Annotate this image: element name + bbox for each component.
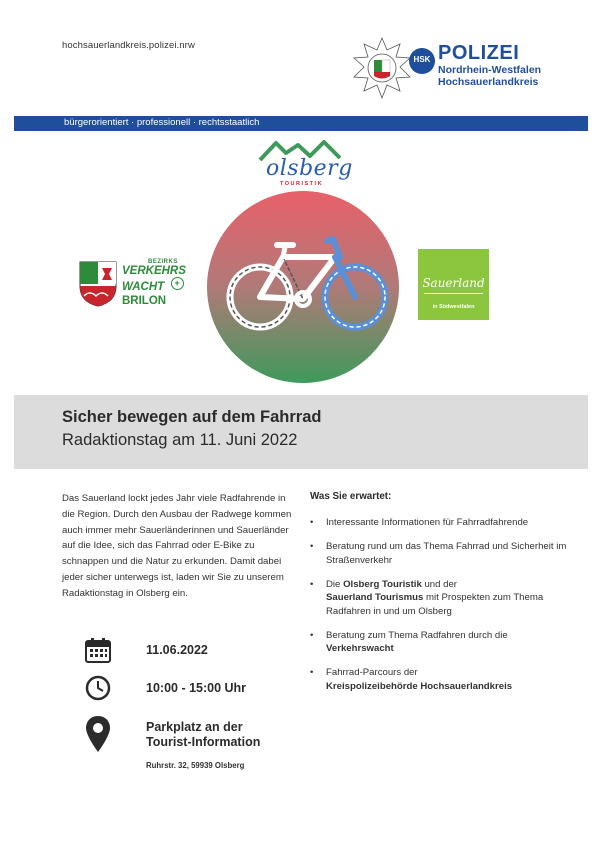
tagline-bar [14,116,588,131]
event-place-line1: Parkplatz an der [146,720,243,734]
calendar-icon [84,636,112,664]
sauerland-sub: in Südwestfalen [432,304,475,310]
bullet: • [310,541,314,552]
website-url: hochsauerlandkreis.polizei.nrw [62,40,195,51]
list-item-text: Fahrrad-Parcours der [326,667,418,678]
expectations-title: Was Sie erwartet: [310,491,392,502]
list-item-text: Beratung rund um das Thema Fahrrad und Sicherheit im Straßenverkehr [326,541,567,566]
hsk-badge-label: HSK [413,55,431,64]
list-item-bold: Sauerland Tourismus [326,592,424,603]
intro-paragraph: Das Sauerland lockt jedes Jahr viele Radfahrende in die Region. Durch den Ausbau der Radwege kommen auch immer mehr Sauerländerinnen und Sauerländer auf die Idee, sich das Fahrrad oder E-Bike zu schnappen und die Natur zu erkunden. Damit dabei jeder sicher unterwegs ist, laden wir Sie zu unserem Radaktionstag in Olsberg ein. [62,493,292,599]
sauerland-logo [418,249,489,320]
police-title: POLIZEI [438,42,520,64]
verkehrswacht-line3: WACHT [122,281,165,293]
olsberg-name: olsberg [266,156,353,181]
plus-circle-icon: + [171,277,184,290]
verkehrswacht-line1: BEZIRKS [148,259,178,265]
list-item [310,540,570,567]
police-star-emblem [350,36,414,100]
expectations-section [310,491,570,704]
expectations-list [310,516,570,693]
list-item-text: Interessante Informationen für Fahrradfahrende [326,517,529,528]
bullet: • [310,667,314,678]
verkehrswacht-line4: BRILON [122,295,167,307]
list-item-bold: Kreispolizeibehörde Hochsauerlandkreis [326,680,513,692]
event-address: Ruhrstr. 32, 59939 Olsberg [146,761,245,770]
police-state: Nordrhein-Westfalen [438,64,542,76]
sauerland-name: Sauerland [422,276,485,290]
verkehrswacht-logo [78,258,190,310]
bullet: • [310,629,314,641]
nrw-shield-icon [78,260,118,308]
list-item [310,666,570,693]
list-item-text: mit Prospekten zum Thema Radfahren in und um Olsberg [326,592,544,617]
event-place-line2: Tourist-Information [146,735,261,749]
police-district: Hochsauerlandkreis [438,76,539,88]
tagline: bürgerorientiert · professionell · rechtsstaatlich [64,117,260,128]
verkehrswacht-line2: VERKEHRS [122,265,186,277]
headline-subtitle: Radaktionstag am 11. Juni 2022 [62,431,298,449]
list-item-text: und der [421,578,457,590]
list-item [310,578,570,619]
police-wordmark [438,42,541,88]
olsberg-sub: TOURISTIK [280,181,324,187]
headline-title: Sicher bewegen auf dem Fahrrad [62,408,322,426]
bullet: • [310,578,314,590]
list-item-bold: Olsberg Touristik [343,578,422,590]
list-item-text: Beratung zum Thema Radfahren durch die [326,629,508,641]
list-item [310,516,570,530]
location-pin-icon [84,714,112,754]
event-date: 11.06.2022 [146,643,208,657]
clock-icon [84,674,112,702]
bullet: • [310,517,314,528]
event-place [146,720,260,750]
event-time: 10:00 - 15:00 Uhr [146,681,247,695]
list-item [310,629,570,656]
list-item-text: Die [326,578,344,590]
olsberg-logo [258,140,353,188]
list-item-bold: Verkehrswacht [326,643,394,654]
hsk-badge [409,48,435,74]
bicycle-circle-graphic [205,189,401,385]
